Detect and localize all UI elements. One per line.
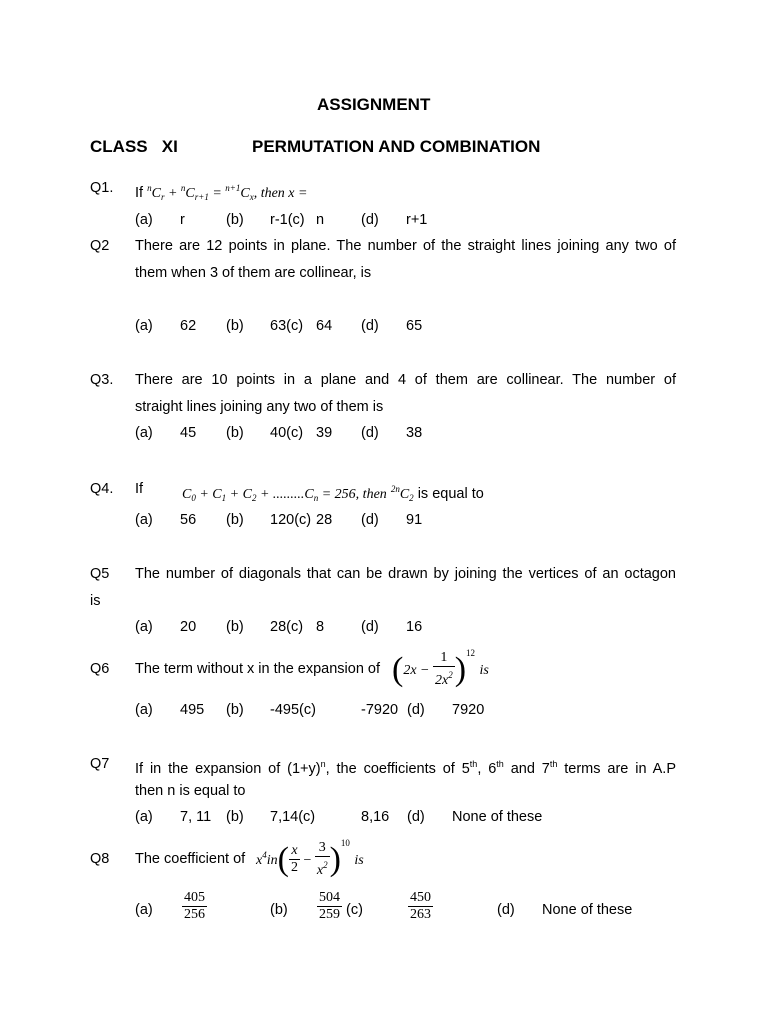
q6-formula: (2x − $\frac{1}{2x^2}$ )$^{12}$ is xyxy=(392,648,489,689)
q4-opt-b-value: 120(c) xyxy=(270,512,312,528)
q6-opt-b-label: (b) xyxy=(226,702,244,718)
q3-opt-c-value: 39 xyxy=(316,425,333,441)
q6-text: The term without x in the expansion of xyxy=(135,661,381,677)
q5-opt-d-value: 16 xyxy=(406,619,423,635)
q3-line1: There are 10 points in a plane and 4 of them are collinear. The number of xyxy=(135,372,676,388)
q1-opt-c-value: n xyxy=(316,212,325,228)
q1-opt-d-label: (d) xyxy=(361,212,379,228)
q3-opt-d-value: 38 xyxy=(406,425,423,441)
q7-line1: If in the expansion of $(1+y)^n$, the coefficients of 5th, 6th and 7th terms are in A.P xyxy=(135,759,676,777)
q6-opt-a-label: (a) xyxy=(135,702,153,718)
q4-opt-a-label: (a) xyxy=(135,512,153,528)
class-label: CLASS XI xyxy=(90,137,178,156)
q3-opt-b-value: 40(c) xyxy=(270,425,304,441)
q1-formula: $^nC_r + ^nC_{r+1} = ^{n+1}C_x$ xyxy=(147,183,254,202)
q1-opt-b-value: r-1(c) xyxy=(270,212,305,228)
q1-opt-a-value: r xyxy=(180,212,185,228)
q5-opt-a-label: (a) xyxy=(135,619,153,635)
q1-opt-b-label: (b) xyxy=(226,212,244,228)
q4-opt-a-value: 56 xyxy=(180,512,197,528)
q5-opt-a-value: 20 xyxy=(180,619,197,635)
q3-opt-d-label: (d) xyxy=(361,425,379,441)
assignment-title: ASSIGNMENT xyxy=(317,95,431,114)
q6-opt-d-label: (d) xyxy=(407,702,425,718)
q2-opt-c-value: 64 xyxy=(316,318,333,334)
q3-number: Q3. xyxy=(90,372,114,388)
q4-opt-b-label: (b) xyxy=(226,512,244,528)
q2-line2: them when 3 of them are collinear, is xyxy=(135,265,372,281)
q4-formula: $C_0 + C_1 + C_2 + .........C_n = 256$, then $^{2n}C_2$ is equal to xyxy=(182,484,484,503)
q6-number: Q6 xyxy=(90,661,110,677)
q2-opt-d-value: 65 xyxy=(406,318,423,334)
q3-opt-a-label: (a) xyxy=(135,425,153,441)
q7-opt-a-value: 7, 11 xyxy=(180,809,212,825)
q8-opt-b-label: (b) xyxy=(270,902,288,918)
q6-opt-a-value: 495 xyxy=(180,702,205,718)
q5-opt-b-label: (b) xyxy=(226,619,244,635)
q4-if: If xyxy=(135,481,144,497)
q8-opt-a-fraction: $\frac{405}{256}$ xyxy=(184,890,205,922)
q8-opt-d-value: None of these xyxy=(542,902,633,918)
q4-opt-d-label: (d) xyxy=(361,512,379,528)
q2-opt-b-value: 63(c) xyxy=(270,318,304,334)
q1-stem: If $^nC_r + ^nC_{r+1} = ^{n+1}C_x$, then x = xyxy=(135,183,308,202)
q7-opt-b-value: 7,14(c) xyxy=(270,809,316,825)
q8-formula: $x^4in$( $\frac{x}{2}$ − $\frac{3}{x^2}$ )$^{10}$ is xyxy=(256,838,364,879)
q2-number: Q2 xyxy=(90,238,110,254)
q5-opt-c-value: 8 xyxy=(316,619,325,635)
q2-opt-a-label: (a) xyxy=(135,318,153,334)
q2-line1: There are 12 points in plane. The number of the straight lines joining any two of xyxy=(135,238,676,254)
q4-opt-c-value: 28 xyxy=(316,512,333,528)
q8-opt-d-label: (d) xyxy=(497,902,515,918)
q3-opt-a-value: 45 xyxy=(180,425,197,441)
q5-line2: is xyxy=(90,593,101,609)
q4-suffix: is equal to xyxy=(417,486,484,502)
q5-opt-d-label: (d) xyxy=(361,619,379,635)
q4-opt-d-value: 91 xyxy=(406,512,423,528)
q5-line1: The number of diagonals that can be drawn by joining the vertices of an octagon xyxy=(135,566,676,582)
q8-number: Q8 xyxy=(90,851,110,867)
subject-title: PERMUTATION AND COMBINATION xyxy=(252,137,541,156)
q8-opt-c-fraction: $\frac{450}{263}$ xyxy=(410,890,431,922)
q3-line2: straight lines joining any two of them is xyxy=(135,399,384,415)
q7-number: Q7 xyxy=(90,756,110,772)
q1-opt-d-value: r+1 xyxy=(406,212,428,228)
q1-number: Q1. xyxy=(90,180,114,196)
q6-opt-b-value: -495(c) xyxy=(270,702,316,718)
q7-opt-b-label: (b) xyxy=(226,809,244,825)
q7-opt-a-label: (a) xyxy=(135,809,153,825)
q4-number: Q4. xyxy=(90,481,114,497)
q6-opt-c-value: -7920 xyxy=(361,702,399,718)
q7-opt-d-value: None of these xyxy=(452,809,543,825)
q7-opt-c-value: 8,16 xyxy=(361,809,390,825)
q6-opt-d-value: 7920 xyxy=(452,702,485,718)
q8-opt-a-label: (a) xyxy=(135,902,153,918)
q8-text: The coefficient of xyxy=(135,851,246,867)
q1-opt-a-label: (a) xyxy=(135,212,153,228)
q8-opt-c-label: (c) xyxy=(346,902,363,918)
q2-opt-a-value: 62 xyxy=(180,318,197,334)
q7-line2: then n is equal to xyxy=(135,783,246,799)
q5-opt-b-value: 28(c) xyxy=(270,619,304,635)
q3-opt-b-label: (b) xyxy=(226,425,244,441)
q7-opt-d-label: (d) xyxy=(407,809,425,825)
q2-opt-d-label: (d) xyxy=(361,318,379,334)
q8-opt-b-fraction: $\frac{504}{259}$ xyxy=(319,890,340,922)
q5-number: Q5 xyxy=(90,566,110,582)
q2-opt-b-label: (b) xyxy=(226,318,244,334)
